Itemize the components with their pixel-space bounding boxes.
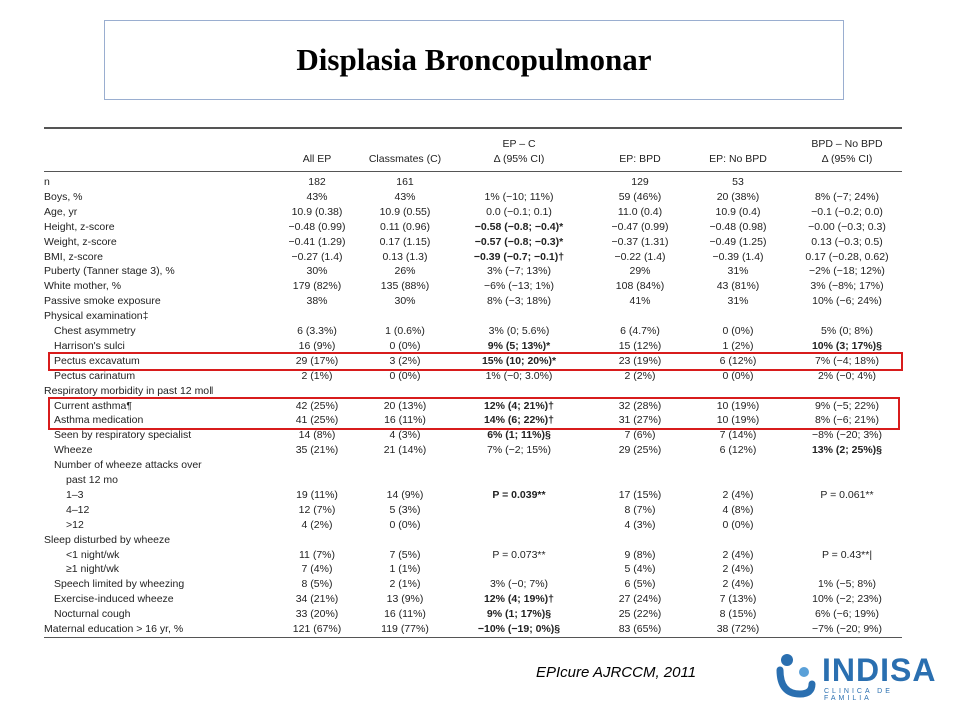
cell-ep-bpd: 2 (2%) [624,369,656,382]
cell-classmates: 135 (88%) [380,280,430,293]
logo-text: INDISA [822,652,937,688]
cell-bpd-diff: P = 0.43**| [821,548,873,561]
data-table [44,127,906,642]
header-ep-bpd: EP: BPD [619,153,661,165]
cell-classmates: 26% [394,265,416,278]
row-label: Pectus excavatum [54,354,140,367]
row-label: Puberty (Tanner stage 3), % [44,265,175,278]
cell-ep-nobpd: 10.9 (0.4) [715,205,761,218]
table-row [44,504,902,517]
table-bottom-rule [44,637,902,638]
cell-bpd-diff: 8% (−7; 24%) [815,190,879,203]
row-label: Harrison's sulci [54,339,125,352]
cell-ep-bpd: 29% [629,265,651,278]
table-row [44,474,902,487]
row-label: Physical examination‡ [44,310,149,323]
cell-ep-bpd: 23 (19%) [618,354,662,367]
row-label: Passive smoke exposure [44,295,161,308]
cell-ep-bpd: 6 (4.7%) [620,325,660,337]
cell-ep-c: 7% (−2; 15%) [487,444,551,457]
cell-bpd-diff: 8% (−6; 21%) [815,414,879,427]
cell-ep-nobpd: 43 (81%) [716,280,760,293]
header-classmates: Classmates (C) [368,153,442,165]
cell-classmates: 10.9 (0.55) [379,205,431,218]
row-label: White mother, % [44,280,122,293]
highlight-asthma-rows [48,397,900,430]
cell-ep-bpd: 129 [631,176,649,188]
cell-all-ep: 7 (4%) [301,563,333,576]
cell-ep-nobpd: 20 (38%) [716,190,760,203]
row-label: Chest asymmetry [54,325,136,337]
cell-ep-nobpd: 31% [727,265,749,278]
header-ep-c-line1: EP – C [502,138,536,150]
row-label: Asthma medication [54,414,144,427]
cell-ep-nobpd: −0.49 (1.25) [709,235,767,248]
table-row [44,176,902,189]
table-row [44,429,902,442]
cell-all-ep: 16 (9%) [298,339,336,352]
cell-all-ep: −0.48 (0.99) [288,220,346,233]
cell-ep-bpd: 17 (15%) [618,488,662,501]
header-all-ep: All EP [302,153,332,165]
cell-ep-c: 15% (10; 20%)* [481,354,557,367]
cell-classmates: 119 (77%) [381,623,429,635]
cell-ep-bpd: 6 (5%) [624,578,656,591]
cell-all-ep: 41 (25%) [295,414,339,427]
cell-classmates: 43% [394,190,416,203]
cell-ep-nobpd: 7 (13%) [719,593,757,606]
cell-bpd-diff: −0.1 (−0.2; 0.0) [811,205,883,218]
cell-ep-nobpd: −0.48 (0.98) [709,220,767,233]
indisa-logo-icon [774,650,818,700]
row-label: past 12 mo [66,474,118,486]
row-label: Sleep disturbed by wheeze [44,533,171,546]
cell-ep-bpd: 9 (8%) [624,548,656,561]
cell-all-ep: 35 (21%) [295,444,339,457]
row-label: Speech limited by wheezing [54,578,185,591]
cell-ep-nobpd: 2 (4%) [722,563,754,576]
cell-classmates: 1 (0.6%) [385,325,425,337]
cell-classmates: 14 (9%) [386,488,424,501]
table-row [44,340,902,353]
cell-all-ep: 42 (25%) [295,399,339,412]
cell-all-ep: 12 (7%) [298,503,336,516]
cell-all-ep: 6 (3.3%) [297,325,337,337]
row-label: BMI, z-score [44,250,103,263]
cell-classmates: 20 (13%) [383,399,427,412]
cell-classmates: 0 (0%) [389,339,421,352]
cell-classmates: 16 (11%) [384,608,426,621]
logo-subtext: CLINICA DE FAMILIA [824,688,893,702]
cell-all-ep: 10.9 (0.38) [291,205,343,218]
row-label: Weight, z-score [44,235,117,248]
table-row [44,593,902,606]
cell-ep-nobpd: 2 (4%) [722,548,754,561]
cell-classmates: 0.13 (1.3) [382,250,428,263]
cell-ep-c: 12% (4; 21%)† [483,399,555,412]
table-row [44,191,902,204]
cell-classmates: 3 (2%) [389,354,421,367]
table-row [44,310,902,323]
cell-ep-bpd: 29 (25%) [618,444,662,457]
header-ep-nobpd: EP: No BPD [709,153,767,165]
cell-ep-c: 12% (4; 19%)† [483,593,555,606]
cell-classmates: 0.11 (0.96) [379,220,430,233]
row-label: 1–3 [66,488,84,501]
row-label: Wheeze [54,444,93,457]
table-row [44,251,902,264]
cell-bpd-diff: 2% (−0; 4%) [817,369,877,382]
cell-ep-c: P = 0.039** [492,488,546,501]
cell-ep-nobpd: 0 (0%) [722,518,754,531]
header-ep-c-line2: Δ (95% CI) [493,153,545,165]
cell-ep-nobpd: 0 (0%) [722,325,754,337]
slide-title: Displasia Broncopulmonar [296,42,652,77]
cell-all-ep: 8 (5%) [301,578,333,591]
cell-ep-nobpd: 0 (0%) [722,369,754,382]
cell-bpd-diff: 10% (3; 17%)§ [811,339,883,352]
table-row [44,236,902,249]
table-row [44,608,902,621]
header-bpd-diff-line1: BPD – No BPD [811,138,883,150]
cell-ep-nobpd: 2 (4%) [722,488,754,501]
cell-all-ep: 43% [306,190,328,203]
cell-bpd-diff: 9% (−5; 22%) [815,399,879,412]
highlight-pectus-excavatum [48,352,903,371]
cell-ep-bpd: 7 (6%) [624,429,656,442]
cell-bpd-diff: 5% (0; 8%) [821,325,873,337]
cell-ep-c: 6% (1; 11%)§ [487,429,551,442]
cell-bpd-diff: 0.13 (−0.3; 0.5) [811,235,883,248]
cell-ep-bpd: 8 (7%) [624,503,656,516]
cell-ep-c: −0.58 (−0.8; −0.4)* [474,220,564,233]
cell-all-ep: 121 (67%) [292,623,342,635]
table-row [44,206,902,219]
cell-ep-nobpd: 7 (14%) [719,429,757,442]
table-row [44,489,902,502]
cell-bpd-diff: 13% (2; 25%)§ [811,444,883,457]
table-row [44,325,902,338]
cell-ep-bpd: 83 (65%) [618,623,662,635]
cell-all-ep: 4 (2%) [301,518,333,531]
table-row [44,221,902,234]
indisa-logo [774,650,937,702]
cell-ep-c: 3% (0; 5.6%) [488,325,550,337]
cell-all-ep: 34 (21%) [295,593,339,606]
cell-ep-bpd: 27 (24%) [618,593,662,606]
cell-bpd-diff: 7% (−4; 18%) [815,354,879,367]
cell-classmates: 0.17 (1.15) [379,235,431,248]
cell-all-ep: 33 (20%) [295,608,339,621]
table-row [44,459,902,472]
cell-ep-nobpd: 1 (2%) [722,339,754,352]
cell-ep-c: 9% (1; 17%)§ [486,608,552,621]
table-row [44,578,902,591]
cell-all-ep: 11 (7%) [299,548,335,561]
cell-ep-nobpd: 31% [727,295,749,308]
cell-ep-bpd: 31 (27%) [618,414,662,427]
row-label: 4–12 [66,503,90,516]
cell-all-ep: 2 (1%) [301,369,333,382]
row-label: n [44,176,50,188]
cell-ep-nobpd: 4 (8%) [722,503,754,516]
cell-ep-nobpd: 6 (12%) [719,354,757,367]
cell-bpd-diff: −7% (−20; 9%) [811,623,883,635]
row-label: Nocturnal cough [54,608,131,621]
cell-ep-c: P = 0.073** [492,548,546,561]
cell-ep-c: 1% (−0; 3.0%) [485,369,553,382]
cell-ep-nobpd: 6 (12%) [719,444,757,457]
cell-ep-c: 1% (−10; 11%) [484,190,554,203]
cell-classmates: 161 [396,176,414,188]
cell-ep-nobpd: −0.39 (1.4) [712,250,764,263]
row-label: Seen by respiratory specialist [54,429,192,442]
cell-ep-bpd: 108 (84%) [615,280,665,293]
table-row [44,563,902,576]
cell-bpd-diff: 0.17 (−0.28, 0.62) [805,250,889,263]
cell-classmates: 13 (9%) [386,593,424,606]
cell-bpd-diff: 3% (−8%; 17%) [810,280,884,293]
cell-ep-bpd: −0.22 (1.4) [614,250,666,263]
cell-bpd-diff: 1% (−5; 8%) [817,578,877,591]
cell-bpd-diff: 6% (−6; 19%) [815,608,879,621]
cell-ep-c: 8% (−3; 18%) [487,295,551,308]
table-row [44,519,902,532]
citation: EPIcure AJRCCM, 2011 [536,664,697,681]
cell-ep-bpd: 11.0 (0.4) [617,205,663,218]
cell-classmates: 5 (3%) [389,503,421,516]
cell-ep-bpd: 41% [629,295,651,308]
cell-ep-bpd: 32 (28%) [618,399,662,412]
cell-ep-bpd: 59 (46%) [618,190,662,203]
cell-all-ep: 14 (8%) [298,429,336,442]
cell-classmates: 2 (1%) [389,578,421,591]
row-label: Exercise-induced wheeze [54,593,174,606]
cell-ep-bpd: −0.47 (0.99) [611,220,669,233]
row-label: Maternal education > 16 yr, % [44,623,184,635]
table-row [44,623,902,636]
cell-bpd-diff: P = 0.061** [820,488,874,501]
cell-ep-bpd: −0.37 (1.31) [611,235,669,248]
cell-ep-c: 0.0 (−0.1; 0.1) [486,205,552,218]
row-label: Age, yr [44,205,78,218]
cell-ep-c: −10% (−19; 0%)§ [477,623,561,635]
table-top-rule [44,127,902,129]
cell-ep-bpd: 25 (22%) [618,608,662,621]
table-row [44,549,902,562]
header-bpd-diff-line2: Δ (95% CI) [821,153,873,165]
table-row [44,534,902,547]
cell-ep-nobpd: 2 (4%) [722,578,754,591]
cell-all-ep: −0.27 (1.4) [291,250,343,263]
cell-classmates: 30% [394,295,416,308]
row-label: Height, z-score [44,220,115,233]
cell-ep-nobpd: 10 (19%) [716,414,760,427]
cell-classmates: 21 (14%) [383,444,427,457]
row-label: Pectus carinatum [54,369,136,382]
cell-ep-c: 3% (−7; 13%) [487,265,551,278]
cell-classmates: 16 (11%) [384,414,426,427]
row-label: Current asthma¶ [54,399,133,412]
cell-ep-c: 9% (5; 13%)* [487,339,551,352]
row-label: ≥1 night/wk [66,563,120,576]
cell-all-ep: 38% [306,295,328,308]
cell-all-ep: −0.41 (1.29) [288,235,346,248]
cell-ep-c: 3% (−0; 7%) [489,578,549,591]
cell-ep-nobpd: 53 [732,176,744,188]
cell-ep-c: −6% (−13; 1%) [483,280,555,293]
cell-classmates: 4 (3%) [389,429,421,442]
row-label: Respiratory morbidity in past 12 mo‖ [44,384,214,397]
cell-classmates: 1 (1%) [389,563,421,576]
row-label: >12 [66,518,84,531]
cell-bpd-diff: −0.00 (−0.3; 0.3) [808,220,886,233]
cell-ep-nobpd: 38 (72%) [716,623,760,635]
title-box [104,20,844,100]
row-label: Boys, % [44,190,83,203]
cell-bpd-diff: 10% (−2; 23%) [812,593,882,606]
cell-ep-bpd: 15 (12%) [618,339,662,352]
header-rule [44,171,902,172]
table-row [44,280,902,293]
row-label: Number of wheeze attacks over [54,459,202,472]
cell-all-ep: 29 (17%) [295,354,339,367]
cell-ep-c: −0.57 (−0.8; −0.3)* [474,235,564,248]
table-row [44,265,902,278]
cell-ep-c: 14% (6; 22%)† [483,414,555,427]
cell-all-ep: 30% [306,265,328,278]
cell-bpd-diff: −2% (−18; 12%) [809,265,885,278]
row-label: <1 night/wk [66,548,120,561]
cell-ep-nobpd: 8 (15%) [719,608,757,621]
table-row [44,444,902,457]
table-row [44,370,902,383]
cell-all-ep: 179 (82%) [292,280,342,293]
table-row [44,385,902,398]
cell-ep-bpd: 4 (3%) [624,518,656,531]
cell-ep-nobpd: 10 (19%) [716,399,760,412]
cell-all-ep: 19 (11%) [296,488,338,501]
cell-bpd-diff: −8% (−20; 3%) [811,429,883,442]
cell-classmates: 7 (5%) [389,548,421,561]
cell-classmates: 0 (0%) [389,518,421,531]
table-row [44,295,902,308]
cell-classmates: 0 (0%) [389,369,421,382]
cell-all-ep: 182 [308,176,326,188]
cell-ep-bpd: 5 (4%) [624,563,656,576]
cell-bpd-diff: 10% (−6; 24%) [812,295,882,308]
cell-ep-c: −0.39 (−0.7; −0.1)† [473,250,565,263]
